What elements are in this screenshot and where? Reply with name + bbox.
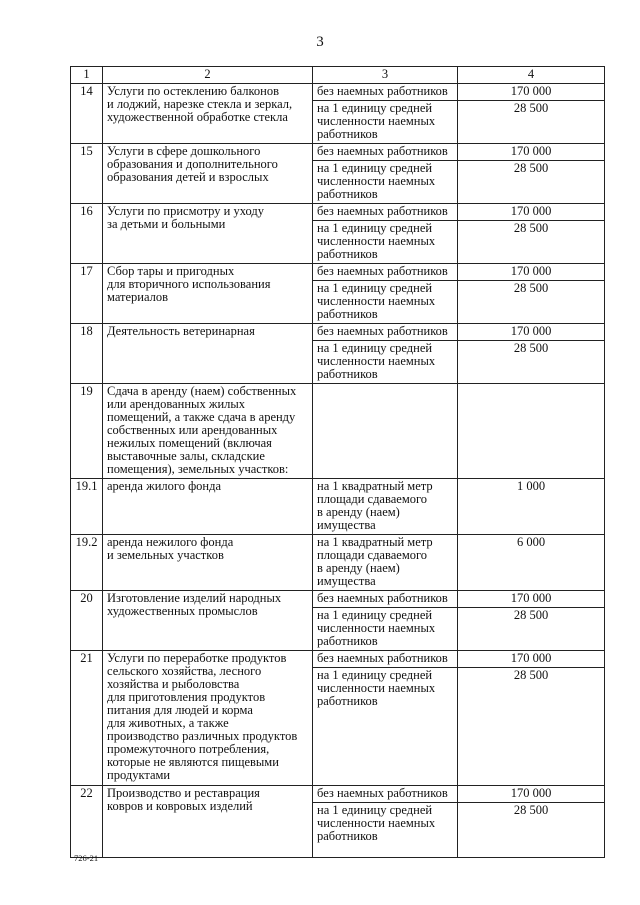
unit-label: на 1 единицу средней численности наемных работников xyxy=(313,668,458,786)
income-value: 28 500 xyxy=(458,161,605,204)
table-row xyxy=(71,264,605,281)
service-description: Деятельность ветеринарная xyxy=(103,324,313,384)
income-value: 28 500 xyxy=(458,341,605,384)
unit-label: на 1 единицу средней численности наемных работников xyxy=(313,341,458,384)
table-row xyxy=(71,786,605,803)
service-description: Услуги в сфере дошкольного образования и дополнительного образования детей и взрослых xyxy=(103,144,313,204)
income-value: 6 000 xyxy=(458,535,605,591)
row-number: 14 xyxy=(71,84,103,144)
unit-label: на 1 квадратный метр площади сдаваемого в аренду (наем) имущества xyxy=(313,479,458,535)
service-description: Сбор тары и пригодных для вторичного использования материалов xyxy=(103,264,313,324)
unit-label: на 1 единицу средней численности наемных работников xyxy=(313,608,458,651)
row-number: 19 xyxy=(71,384,103,479)
unit-label: на 1 единицу средней численности наемных работников xyxy=(313,161,458,204)
row-number: 21 xyxy=(71,651,103,786)
income-value: 28 500 xyxy=(458,101,605,144)
income-value: 1 000 xyxy=(458,479,605,535)
income-value: 170 000 xyxy=(458,84,605,101)
service-description: аренда нежилого фонда и земельных участков xyxy=(103,535,313,591)
unit-label: на 1 единицу средней численности наемных работников xyxy=(313,101,458,144)
unit-label: без наемных работников xyxy=(313,84,458,101)
income-value: 28 500 xyxy=(458,803,605,858)
header-cell: 1 xyxy=(71,67,103,84)
row-number: 18 xyxy=(71,324,103,384)
service-description: Услуги по присмотру и уходу за детьми и больными xyxy=(103,204,313,264)
row-number: 15 xyxy=(71,144,103,204)
service-description: аренда жилого фонда xyxy=(103,479,313,535)
table-row xyxy=(71,651,605,668)
row-number: 20 xyxy=(71,591,103,651)
row-number: 16 xyxy=(71,204,103,264)
header-row xyxy=(71,67,605,84)
document-code: 726-21 xyxy=(74,853,99,863)
row-number: 19.1 xyxy=(71,479,103,535)
unit-label: без наемных работников xyxy=(313,591,458,608)
unit-label: на 1 квадратный метр площади сдаваемого в аренду (наем) имущества xyxy=(313,535,458,591)
income-value: 28 500 xyxy=(458,221,605,264)
header-cell: 4 xyxy=(458,67,605,84)
empty-cell xyxy=(458,384,605,479)
income-value: 170 000 xyxy=(458,591,605,608)
unit-label: на 1 единицу средней численности наемных работников xyxy=(313,221,458,264)
page-number: 3 xyxy=(316,34,324,50)
unit-label: на 1 единицу средней численности наемных работников xyxy=(313,281,458,324)
table-row xyxy=(71,384,605,479)
table-row xyxy=(71,144,605,161)
income-value: 28 500 xyxy=(458,668,605,786)
income-value: 170 000 xyxy=(458,324,605,341)
unit-label: без наемных работников xyxy=(313,651,458,668)
unit-label: без наемных работников xyxy=(313,204,458,221)
income-value: 170 000 xyxy=(458,144,605,161)
unit-label: без наемных работников xyxy=(313,324,458,341)
income-value: 170 000 xyxy=(458,204,605,221)
service-description: Изготовление изделий народных художественных промыслов xyxy=(103,591,313,651)
table-row xyxy=(71,204,605,221)
income-value: 170 000 xyxy=(458,264,605,281)
income-value: 170 000 xyxy=(458,651,605,668)
table-row xyxy=(71,591,605,608)
service-description: Сдача в аренду (наем) собственных или арендованных жилых помещений, а также сдача в аренду собственных или арендованных нежилых помещений (включая выставочные залы, складские помещения), земельных участков: xyxy=(103,384,313,479)
unit-label: без наемных работников xyxy=(313,264,458,281)
service-description: Услуги по остеклению балконов и лоджий, нарезке стекла и зеркал, художественной обработке стекла xyxy=(103,84,313,144)
header-cell: 3 xyxy=(313,67,458,84)
table-row xyxy=(71,479,605,535)
table-row xyxy=(71,535,605,591)
income-value: 28 500 xyxy=(458,281,605,324)
empty-cell xyxy=(313,384,458,479)
table-row xyxy=(71,84,605,101)
table-row xyxy=(71,324,605,341)
income-value: 170 000 xyxy=(458,786,605,803)
row-number: 19.2 xyxy=(71,535,103,591)
header-cell: 2 xyxy=(103,67,313,84)
unit-label: без наемных работников xyxy=(313,786,458,803)
service-description: Услуги по переработке продуктов сельского хозяйства, лесного хозяйства и рыболовства для приготовления продуктов питания для людей и корма для животных, а также производство различных продуктов промежуточного потребления, которые не являются пищевыми продуктами xyxy=(103,651,313,786)
row-number: 22 xyxy=(71,786,103,858)
income-value: 28 500 xyxy=(458,608,605,651)
unit-label: на 1 единицу средней численности наемных работников xyxy=(313,803,458,858)
row-number: 17 xyxy=(71,264,103,324)
tax-rate-table xyxy=(70,66,605,858)
unit-label: без наемных работников xyxy=(313,144,458,161)
service-description: Производство и реставрация ковров и ковровых изделий xyxy=(103,786,313,858)
